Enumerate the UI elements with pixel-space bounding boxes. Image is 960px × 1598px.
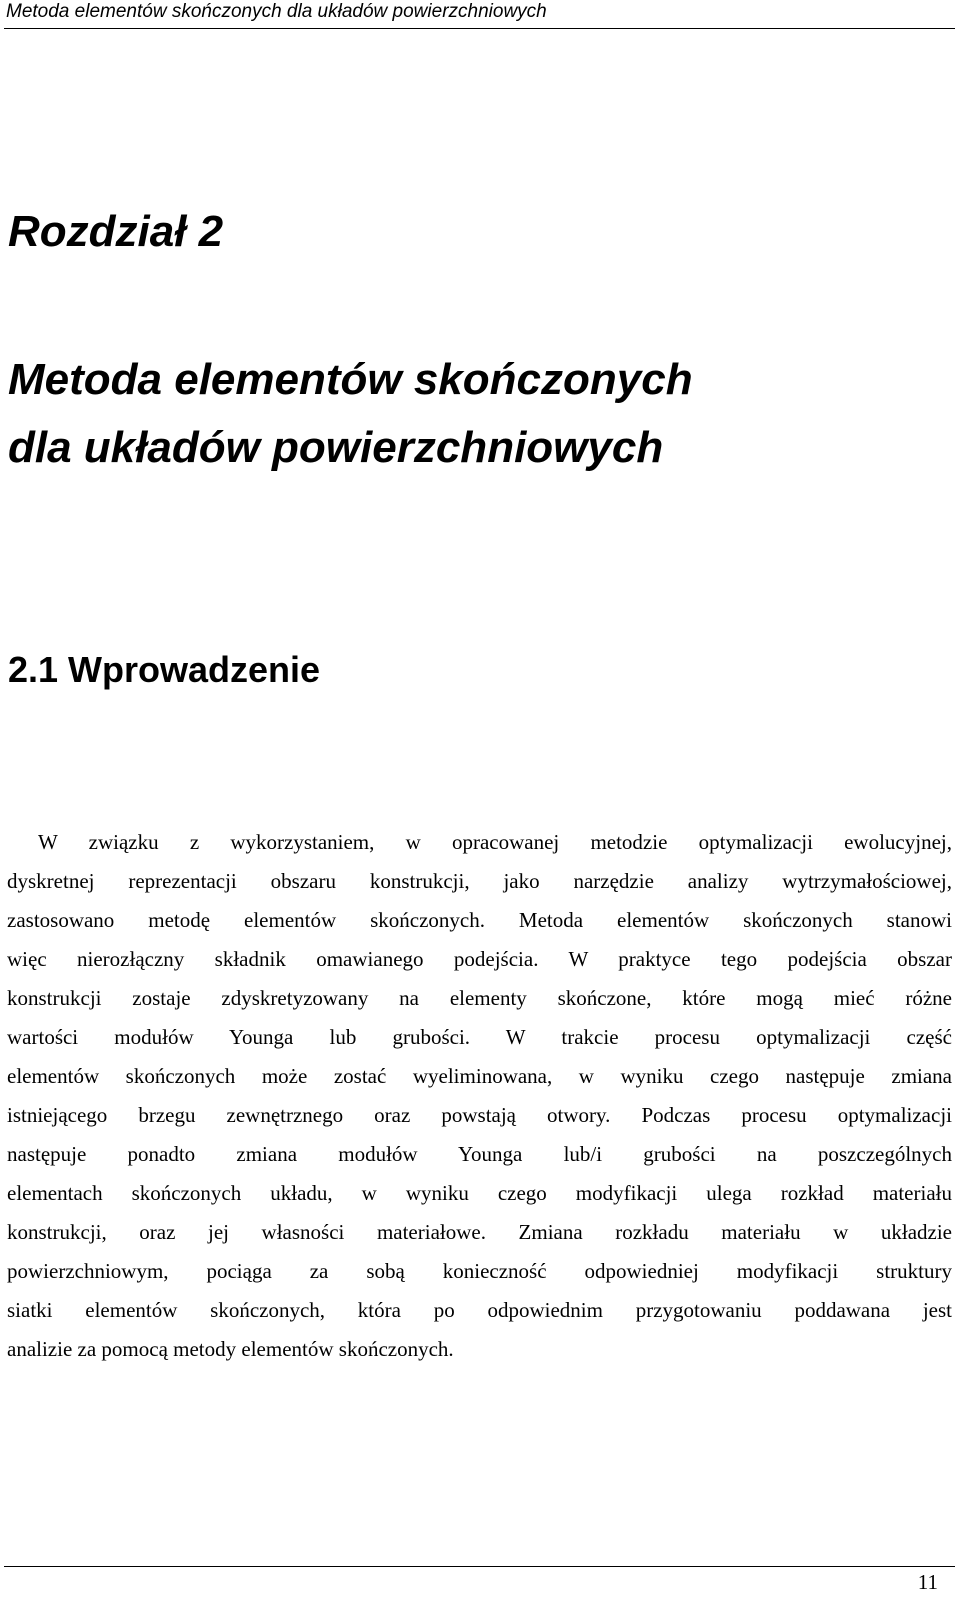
header-divider — [4, 28, 955, 29]
paragraph-line: wartości modułów Younga lub grubości. W trakcie procesu optymalizacji część — [7, 1025, 952, 1049]
paragraph-line: następuje ponadto zmiana modułów Younga lub/i grubości na poszczególnych — [7, 1142, 952, 1166]
chapter-label: Rozdział 2 — [8, 207, 224, 256]
paragraph-line: elementach skończonych układu, w wyniku czego modyfikacji ulega rozkład materiału — [7, 1181, 952, 1205]
chapter-title-line: dla układów powierzchniowych — [8, 423, 664, 472]
footer-divider — [4, 1566, 955, 1567]
paragraph-line: konstrukcji, oraz jej własności materiałowe. Zmiana rozkładu materiału w układzie — [7, 1220, 952, 1244]
paragraph-line: powierzchniowym, pociąga za sobą konieczność odpowiedniej modyfikacji struktury — [7, 1259, 952, 1283]
section-title: 2.1 Wprowadzenie — [8, 649, 321, 690]
paragraph-line: dyskretnej reprezentacji obszaru konstrukcji, jako narzędzie analizy wytrzymałościowej, — [7, 869, 952, 893]
paragraph-line: elementów skończonych może zostać wyeliminowana, w wyniku czego następuje zmiana — [7, 1064, 952, 1088]
running-header: Metoda elementów skończonych dla układów powierzchniowych — [6, 1, 547, 22]
body-paragraph — [7, 823, 952, 1369]
paragraph-line: W związku z wykorzystaniem, w opracowanej metodzie optymalizacji ewolucyjnej, — [38, 830, 952, 854]
paragraph-line: zastosowano metodę elementów skończonych. Metoda elementów skończonych stanowi — [7, 908, 952, 932]
paragraph-line: istniejącego brzegu zewnętrznego oraz powstają otwory. Podczas procesu optymalizacji — [7, 1103, 952, 1127]
page-number: 11 — [917, 1570, 938, 1594]
chapter-title — [8, 346, 948, 482]
paragraph-line: więc nierozłączny składnik omawianego podejścia. W praktyce tego podejścia obszar — [7, 947, 952, 971]
chapter-title-line: Metoda elementów skończonych — [8, 355, 693, 404]
paragraph-line: konstrukcji zostaje zdyskretyzowany na elementy skończone, które mogą mieć różne — [7, 986, 952, 1010]
paragraph-line: analizie za pomocą metody elementów skończonych. — [7, 1337, 454, 1361]
paragraph-line: siatki elementów skończonych, która po odpowiednim przygotowaniu poddawana jest — [7, 1298, 952, 1322]
